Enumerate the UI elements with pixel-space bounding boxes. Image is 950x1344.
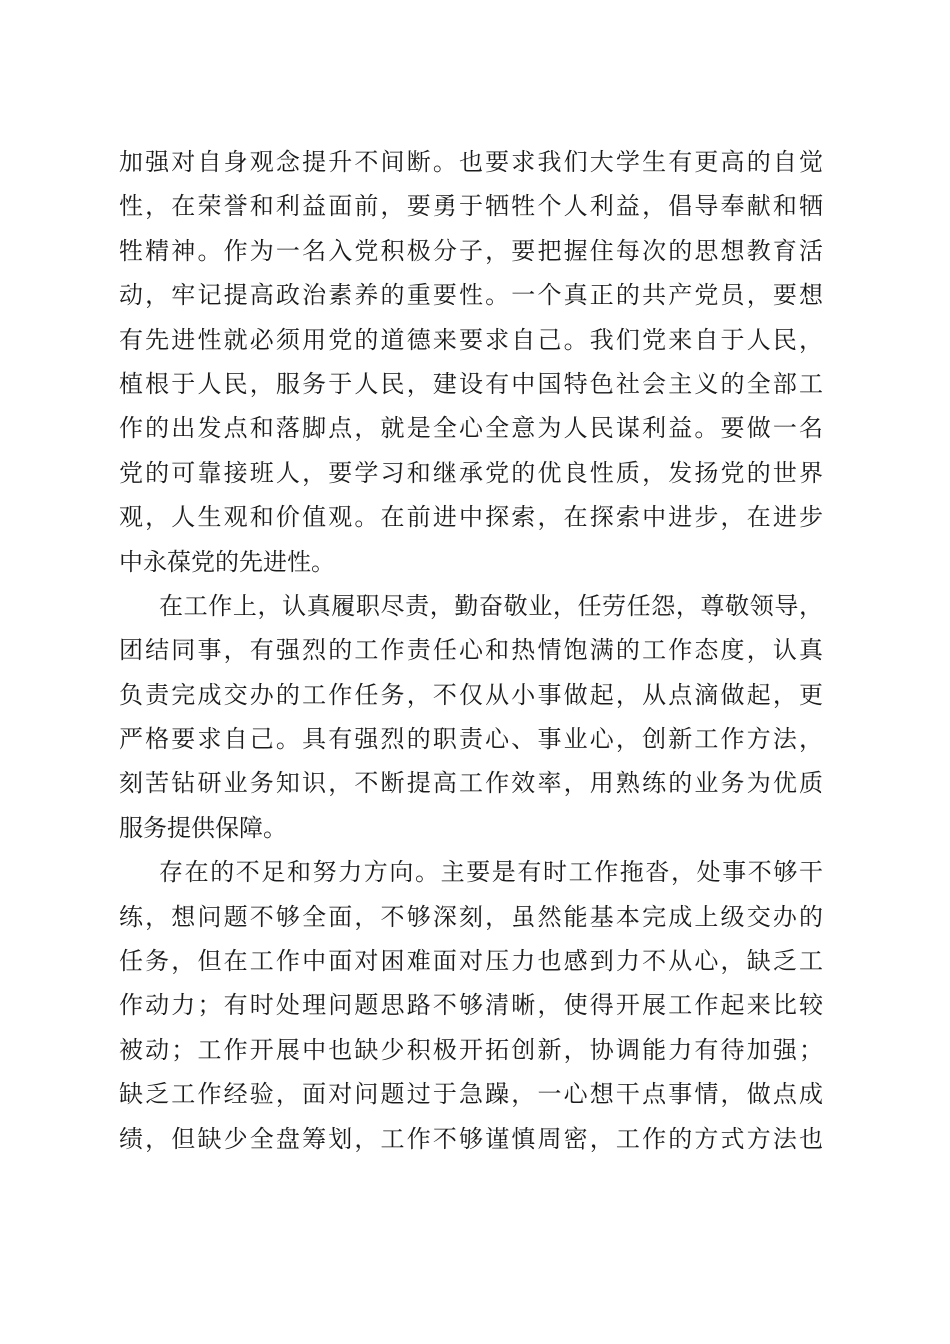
text-line: 加强对自身观念提升不间断。也要求我们大学生有更高的自觉 — [119, 148, 823, 176]
text-line: 被动；工作开展中也缺少积极开拓创新，协调能力有待加强； — [119, 1035, 823, 1064]
text-line: 性，在荣誉和利益面前，要勇于牺牲个人利益，倡导奉献和牺 — [119, 192, 823, 221]
text-line: 植根于人民，服务于人民，建设有中国特色社会主义的全部工 — [119, 369, 823, 398]
text-line: 缺乏工作经验，面对问题过于急躁，一心想干点事情，做点成 — [119, 1080, 823, 1109]
text-line: 牲精神。作为一名入党积极分子，要把握住每次的思想教育活 — [119, 236, 823, 265]
text-line: 绩，但缺少全盘筹划，工作不够谨慎周密，工作的方式方法也 — [119, 1124, 823, 1153]
text-line: 刻苦钻研业务知识，不断提高工作效率，用熟练的业务为优质 — [119, 769, 823, 798]
text-line: 观，人生观和价值观。在前进中探索，在探索中进步，在进步 — [119, 503, 823, 532]
text-line: 任务，但在工作中面对困难面对压力也感到力不从心，缺乏工 — [119, 947, 823, 976]
text-line: 存在的不足和努力方向。主要是有时工作拖沓，处事不够干 — [159, 858, 823, 887]
text-line: 团结同事，有强烈的工作责任心和热情饱满的工作态度，认真 — [119, 636, 823, 665]
text-line: 在工作上，认真履职尽责，勤奋敬业，任劳任怨，尊敬领导， — [159, 591, 823, 620]
text-line: 负责完成交办的工作任务，不仅从小事做起，从点滴做起，更 — [119, 680, 823, 709]
text-line: 作动力；有时处理问题思路不够清晰，使得开展工作起来比较 — [119, 991, 823, 1020]
text-line: 党的可靠接班人，要学习和继承党的优良性质，发扬党的世界 — [119, 458, 823, 487]
text-line: 中永葆党的先进性。 — [119, 547, 335, 576]
text-line: 练，想问题不够全面，不够深刻，虽然能基本完成上级交办的 — [119, 902, 823, 931]
paragraph-2 — [119, 584, 839, 850]
text-line: 有先进性就必须用党的道德来要求自己。我们党来自于人民， — [119, 325, 823, 354]
text-line: 服务提供保障。 — [119, 813, 287, 842]
text-line: 严格要求自己。具有强烈的职责心、事业心，创新工作方法， — [119, 725, 823, 754]
paragraph-3 — [119, 850, 839, 1161]
text-line: 动，牢记提高政治素养的重要性。一个真正的共产党员，要想 — [119, 281, 823, 310]
text-line: 作的出发点和落脚点，就是全心全意为人民谋利益。要做一名 — [119, 414, 823, 443]
paragraph-1 — [119, 140, 839, 584]
body-text — [119, 140, 839, 1161]
